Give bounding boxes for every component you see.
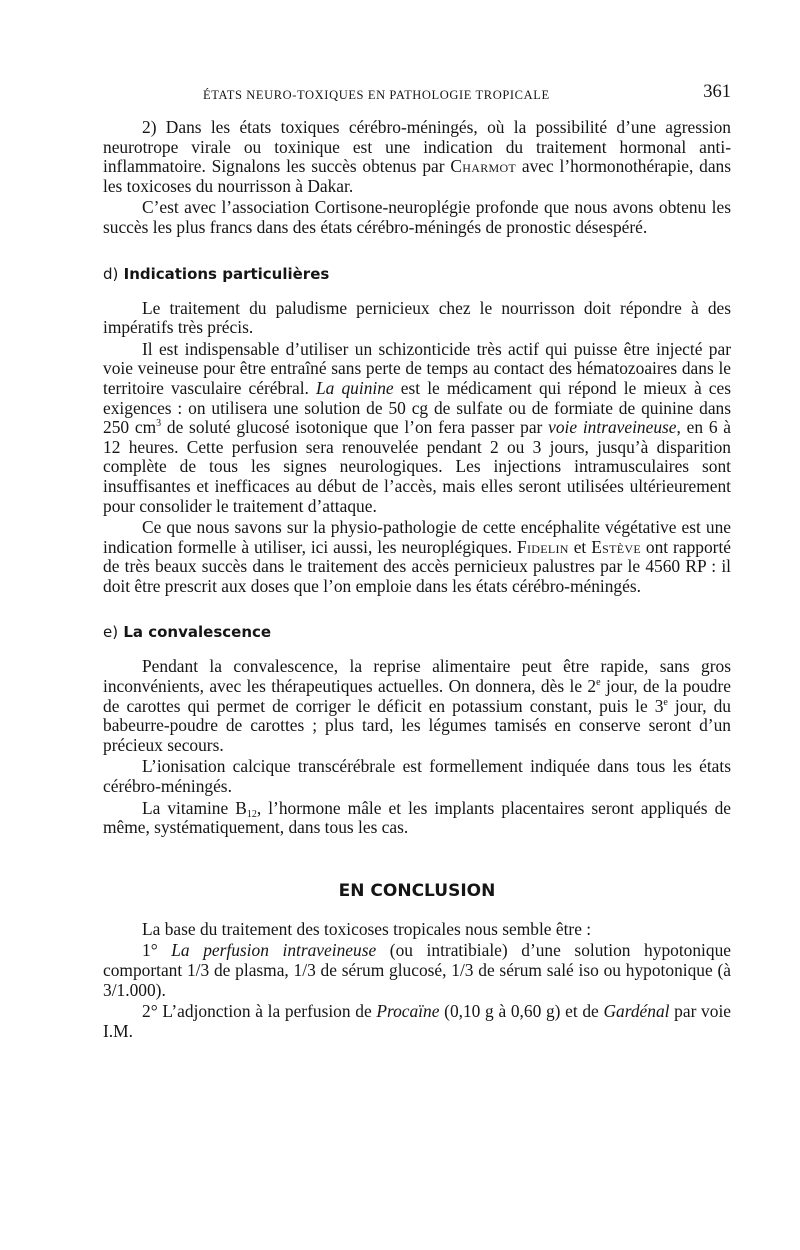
author-name: Charmot <box>450 156 517 177</box>
page-header <box>103 78 731 106</box>
section-heading-e: e) La convalescence <box>103 623 272 642</box>
book-page <box>103 78 731 1041</box>
page-number: 361 <box>703 82 731 102</box>
intro-paragraph-1: 2) Dans les états toxiques cérébro-méningés, où la possibilité d’une agression neurotrope virale ou toxinique est une indication du traitement hormonal anti-inflammatoire. Signalons les succès obtenus par Charmot avec l’hormonothérapie, dans les toxicoses du nourrisson à Dakar. <box>103 117 731 196</box>
section-e-paragraph-2: L’ionisation calcique transcérébrale est formellement indiquée dans tous les états cérébro-méningés. <box>103 756 731 797</box>
section-d-paragraph-1: Le traitement du paludisme pernicieux chez le nourrisson doit répondre à des impératifs très précis. <box>103 297 731 338</box>
conclusion-item-1: 1° La perfusion intraveineuse (ou intratibiale) d’une solution hypotonique comportant 1/3 de plasma, 1/3 de sérum glucosé, 1/3 de sérum salé iso ou hypotonique (à 3/1.000). <box>103 940 732 1000</box>
author-name: Estève <box>591 536 641 557</box>
section-e-paragraph-1: Pendant la convalescence, la reprise alimentaire peut être rapide, sans gros inconvénients, avec les thérapeutiques actuelles. On donnera, dès le 2e jour, de la poudre de carottes qui permet de corriger le déficit en potassium constant, puis le 3e jour, du babeurre-poudre de carottes ; plus tard, les légumes tamisés en conserve seront d’un précieux secours. <box>103 656 731 755</box>
section-heading-d: d) Indications particulières <box>103 264 330 283</box>
section-d-paragraph-2: Il est indispensable d’utiliser un schizonticide très actif qui puisse être injecté par voie veineuse pour être entraîné sans perte de temps au contact des hématozoaires dans le territoire vasculaire cérébral. La quinine est le médicament qui répond le mieux à ces exigences : on utilisera une solution de 50 cg de sulfate ou de formiate de quinine dans 250 $cm^3$ de soluté glucosé isotonique que l’on fera passer par voie intraveineuse, en 6 à 12 heures. Cette perfusion sera renouvelée pendant 2 ou 3 jours, jusqu’à disparition complète de tous les signes neurologiques. Les injections intramusculaires sont insuffisantes et inefficaces au début de l’accès, mais elles seront utilisées ultérieurement pour consolider le traitement d’attaque. <box>103 338 732 516</box>
conclusion-item-2: 2° L’adjonction à la perfusion de Procaïne (0,10 g à 0,60 g) et de Gardénal par voie I.M. <box>103 1001 731 1041</box>
conclusion-paragraph-1: La base du traitement des toxicoses tropicales nous semble être : <box>142 918 592 939</box>
conclusion-heading: EN CONCLUSION <box>338 880 496 901</box>
intro-paragraph-2: C’est avec l’association Cortisone-neuroplégie profonde que nous avons obtenu les succès les plus francs dans des états cérébro-méningés de pronostic désespéré. <box>103 197 731 237</box>
section-d-paragraph-3: Ce que nous savons sur la physio-pathologie de cette encéphalite végétative est une indication formelle à utiliser, ici aussi, les neuroplégiques. Fidelin et Estève ont rapporté de très beaux succès dans le traitement des accès pernicieux palustres par le 4560 RP : il doit être prescrit aux doses que l’on emploie dans les états cérébro-méningés. <box>103 517 731 596</box>
author-name: Fidelin <box>517 536 569 557</box>
running-head: ÉTATS NEURO-TOXIQUES EN PATHOLOGIE TROPICALE <box>203 88 550 102</box>
section-e-paragraph-3: La vitamine $B_{12}$, l’hormone mâle et les implants placentaires seront appliqués de même, systématiquement, dans tous les cas. <box>103 797 731 838</box>
